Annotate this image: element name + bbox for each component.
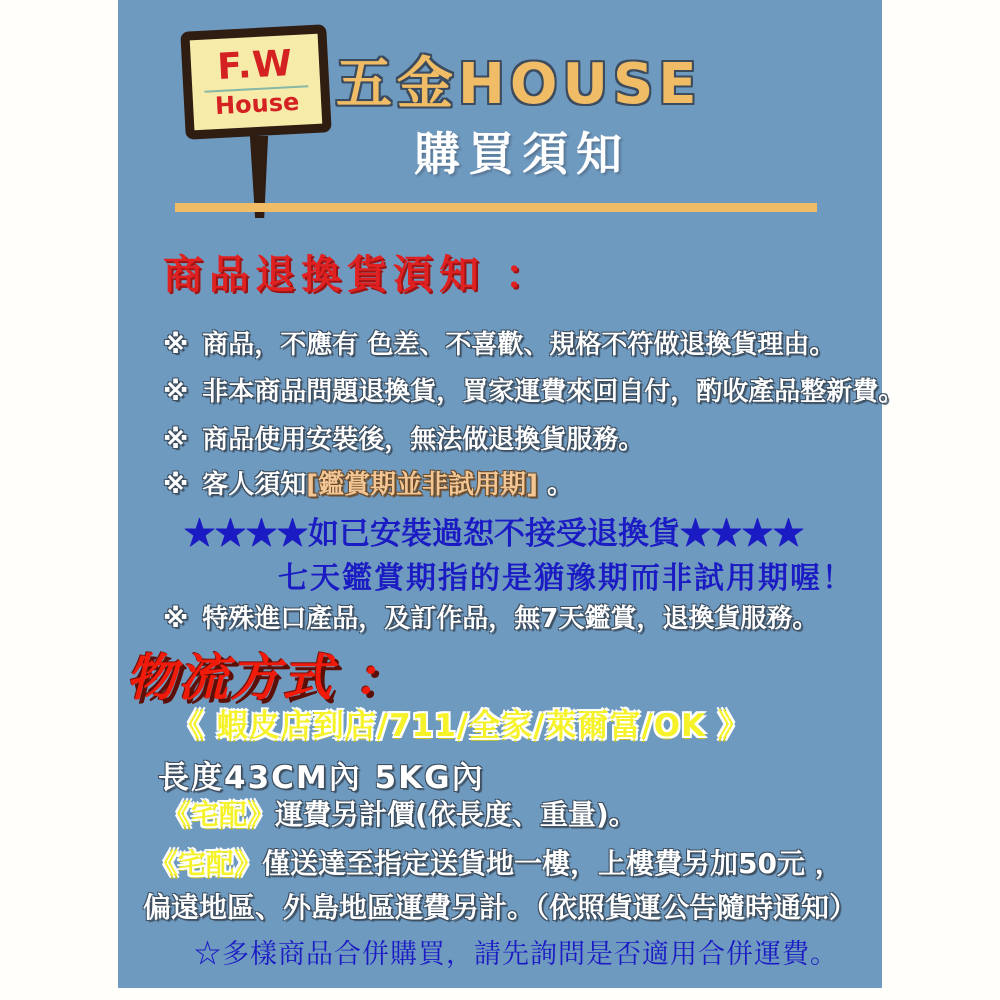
home-delivery-text: 運費另計價(依長度、重量)。 xyxy=(275,798,637,831)
size-weight-limit: 長度43CM內 5KG內 xyxy=(158,760,485,796)
return-policy-text: 商品使用安裝後，無法做退換貨服務。 xyxy=(202,425,645,455)
return-policy-text: 特殊進口產品，及訂作品，無7天鑑賞，退換貨服務。 xyxy=(202,604,819,634)
home-delivery-line-1 xyxy=(163,793,637,833)
page-title: 五金HOUSE xyxy=(336,52,702,117)
home-delivery-tag: 《宅配》 xyxy=(150,847,263,880)
home-delivery-tag: 《宅配》 xyxy=(163,798,276,831)
return-policy-item-2 xyxy=(163,371,904,408)
installed-no-return-notice: ★★★★如已安裝過恕不接受退換貨★★★★ xyxy=(184,516,804,552)
logo-text-fw: F.W xyxy=(216,43,295,88)
return-policy-text: 非本商品問題退換貨，買家運費來回自付，酌收產品整新費。 xyxy=(202,377,905,407)
return-policy-item-3 xyxy=(163,419,644,456)
logo-text-house: House xyxy=(214,87,300,121)
returns-section-heading: 商品退換貨湏知 ： xyxy=(163,252,551,298)
logistics-section-heading: 物流方式 ： xyxy=(126,649,406,707)
home-delivery-line-2 xyxy=(150,842,843,882)
bullet-marker: ※ xyxy=(163,470,189,500)
fw-house-logo xyxy=(173,22,343,197)
return-policy-text: 客人須知 xyxy=(202,470,307,500)
appreciation-period-highlight: [鑑賞期並非試用期] xyxy=(306,470,539,500)
header-divider xyxy=(175,203,817,212)
home-delivery-text: 僅送達至指定送貨地一樓，上樓費另加50元 ， xyxy=(262,847,843,880)
bullet-marker: ※ xyxy=(163,604,189,634)
remote-area-text: 偏遠地區、外島地區運費另計。（依照貨運公告隨時通知） xyxy=(143,891,858,924)
bullet-marker: ※ xyxy=(163,377,189,407)
trial-period-notice: 七天鑑賞期指的是猶豫期而非試用期喔！ xyxy=(278,561,854,596)
return-policy-text: 商品，不應有 色差、不喜歡、規格不符做退換貨理由。 xyxy=(202,330,836,360)
bullet-marker: ※ xyxy=(163,425,189,455)
store-pickup-options: 《 蝦皮店到店/711/全家/萊爾富/OK 》 xyxy=(173,708,750,744)
return-policy-item-4 xyxy=(163,464,573,501)
page-subtitle: 購買須知 xyxy=(414,127,630,181)
sign-board xyxy=(180,24,331,139)
notice-panel xyxy=(118,0,905,988)
bullet-marker: ※ xyxy=(163,330,189,360)
return-policy-item-5 xyxy=(163,598,818,635)
combine-shipping-notice: ☆多樣商品合併購買，請先詢問是否適用合併運費。 xyxy=(194,939,838,970)
return-policy-item-1 xyxy=(163,324,835,361)
return-policy-text: 。 xyxy=(538,470,574,500)
